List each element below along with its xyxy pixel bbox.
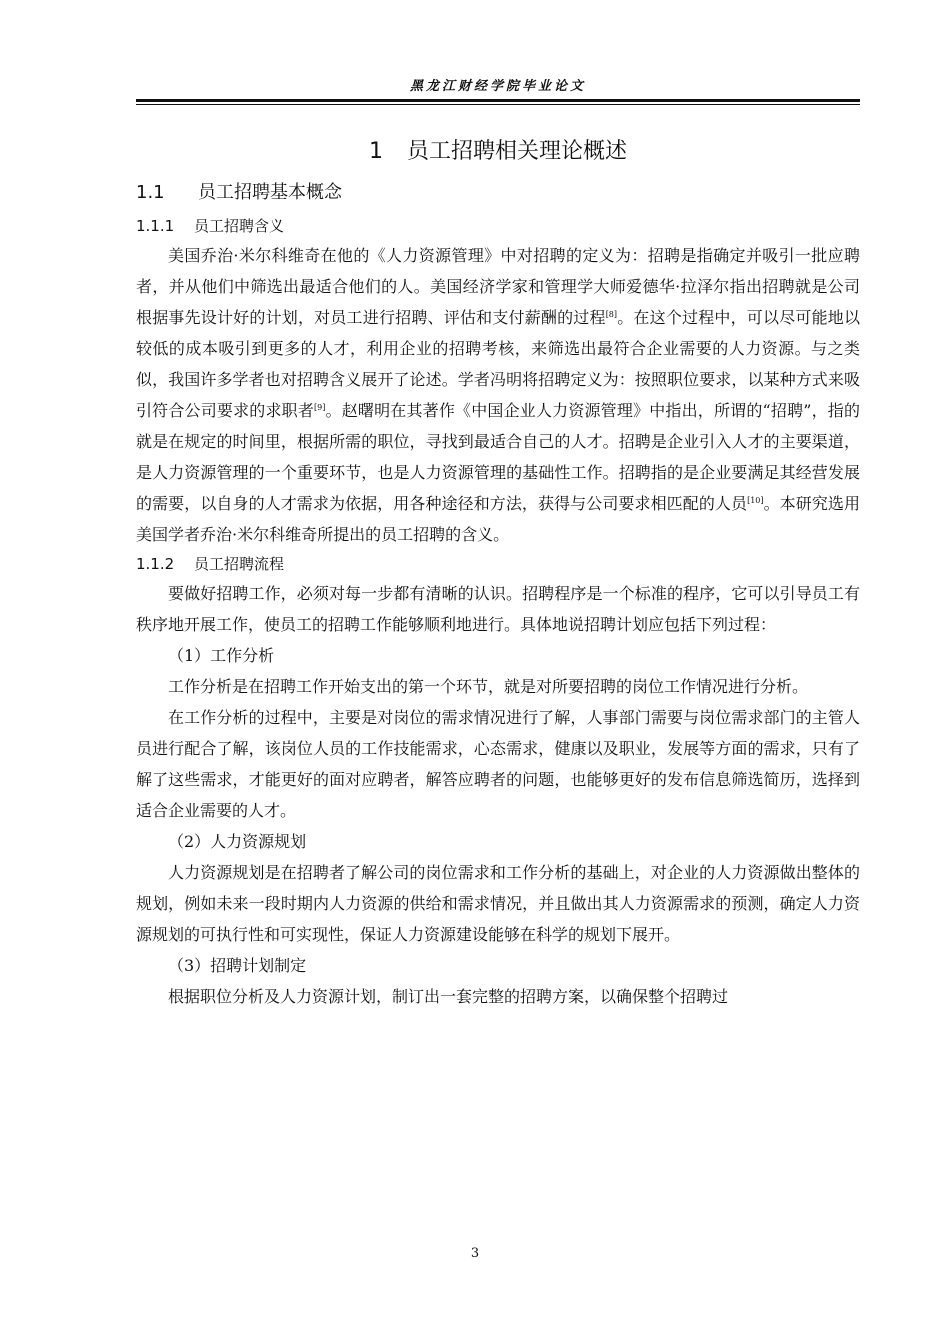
list-item-job-analysis: （1）工作分析 (168, 646, 275, 665)
paragraph-recruitment-plan: 根据职位分析及人力资源计划，制订出一套完整的招聘方案，以确保整个招聘过 (168, 987, 729, 1006)
page-content (136, 130, 860, 1012)
chapter-title (136, 130, 860, 174)
paragraph-process-intro: 要做好招聘工作，必须对每一步都有清晰的认识。招聘程序是一个标准的程序，它可以引导员工有秩序地开展工作，使员工的招聘工作能够顺利地进行。具体地说招聘计划应包括下列过程： (136, 584, 860, 634)
text-run: 。本研究选用美国学者乔治·米尔科维奇所提出的员工招聘的含义。 (136, 494, 860, 544)
text-run: 美国乔治·米尔科维奇在他的《人力资源管理》中对招聘的定义为：招聘是指确定并吸引一批应聘者，并从他们中筛选出最适合他们的人。美国经济学家和管理学大师爱德华·拉泽尔指出招聘就是公司根据事先设计好的计划，对员工进行招聘、评估和支付薪酬的过程 (136, 246, 860, 327)
text-run: 。赵曙明在其著作《中国企业人力资源管理》中指出，所谓的“招聘”，指的就是在规定的时间里，根据所需的职位，寻找到最适合自己的人才。招聘是企业引入人才的主要渠道，是人力资源管理的一个重要环节，也是人力资源管理的基础性工作。招聘指的是企业要满足其经营发展的需要，以自身的人才需求为依据，用各种途径和方法，获得与公司要求相匹配的人员 (136, 401, 860, 513)
paragraph-hr-planning: 人力资源规划是在招聘者了解公司的岗位需求和工作分析的基础上，对企业的人力资源做出整体的规划，例如未来一段时期内人力资源的供给和需求情况，并且做出其人力资源需求的预测，确定人力资源规划的可执行性和可实现性，保证人力资源建设能够在科学的规划下展开。 (136, 863, 860, 944)
subsection-number: 1.1.1 (136, 217, 175, 235)
subsection-title: 员工招聘含义 (194, 217, 285, 235)
list-item-hr-planning: （2）人力资源规划 (168, 832, 307, 851)
header-rule-thick (136, 99, 860, 102)
text-run: 。在这个过程中，可以尽可能地以较低的成本吸引到更多的人才，利用企业的招聘考核，来筛选出最符合企业需要的人力资源。与之类似，我国许多学者也对招聘含义展开了论述。学者冯明将招聘定义为：按照职位要求，以某种方式来吸引符合公司要求的求职者 (136, 308, 860, 420)
subsection-heading-1-1-1 (136, 212, 860, 240)
citation-9: [9] (314, 403, 326, 412)
section-number: 1.1 (136, 182, 165, 203)
chapter-number: 1 (368, 139, 383, 164)
subsection-heading-1-1-2 (136, 550, 860, 578)
page-number: 3 (470, 1246, 480, 1261)
header-title: 黑龙江财经学院毕业论文 (409, 79, 586, 94)
paragraph-recruitment-definition (136, 240, 860, 550)
page-header (136, 78, 860, 108)
header-rule-thin (136, 104, 860, 105)
subsection-number: 1.1.2 (136, 555, 175, 573)
citation-10: [10] (747, 496, 764, 505)
subsection-title: 员工招聘流程 (194, 555, 285, 573)
section-title: 员工招聘基本概念 (198, 182, 342, 203)
paragraph-job-analysis-detail: 在工作分析的过程中，主要是对岗位的需求情况进行了解，人事部门需要与岗位需求部门的主管人员进行配合了解，该岗位人员的工作技能需求，心态需求，健康以及职业，发展等方面的需求，只有了解了这些需求，才能更好的面对应聘者，解答应聘者的问题，也能够更好的发布信息筛选简历，选择到适合企业需要的人才。 (136, 708, 860, 820)
citation-8: [8] (605, 310, 618, 319)
section-heading-1-1 (136, 174, 860, 212)
paragraph-job-analysis: 工作分析是在招聘工作开始支出的第一个环节，就是对所要招聘的岗位工作情况进行分析。 (168, 677, 809, 696)
chapter-title-text: 员工招聘相关理论概述 (406, 139, 627, 164)
list-item-recruitment-plan: （3）招聘计划制定 (168, 956, 307, 975)
